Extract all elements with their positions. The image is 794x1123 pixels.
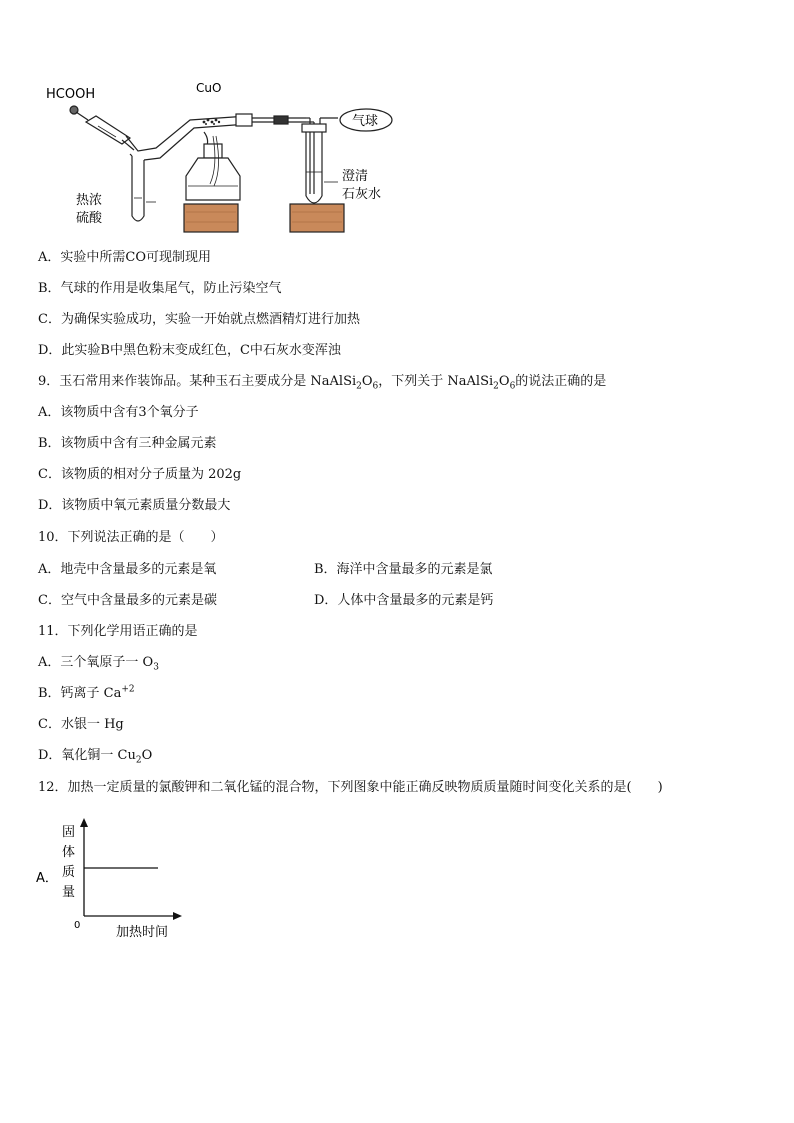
q8-option-d: D．此实验B中黑色粉末变成红色，C中石灰水变浑浊 bbox=[38, 343, 341, 358]
q9-option-c: C．该物质的相对分子质量为 202g bbox=[38, 467, 242, 482]
wooden-block-left bbox=[184, 204, 238, 232]
q12-x-label: 加热时间 bbox=[116, 925, 169, 940]
q12-y-label-1: 固 bbox=[62, 825, 76, 840]
label-balloon: 气球 bbox=[352, 114, 379, 129]
q11-option-b-text: B．钙离子 Ca bbox=[38, 686, 122, 701]
q10-option-c: C．空气中含量最多的元素是碳 bbox=[38, 593, 217, 608]
label-acid-line2: 硫酸 bbox=[76, 211, 103, 226]
q9-option-a: A．该物质中含有3个氧分子 bbox=[38, 405, 199, 420]
wooden-block-right bbox=[290, 204, 344, 232]
q9-sub-4: 6 bbox=[509, 381, 516, 392]
q9-stem-part2: ，下列关于 NaAlSi bbox=[378, 374, 494, 389]
q11-option-d-text: D．氧化铜一 Cu bbox=[38, 748, 136, 763]
alcohol-lamp bbox=[186, 132, 240, 200]
label-cuo: CuO bbox=[196, 81, 222, 95]
q10-stem: 10．下列说法正确的是（ ） bbox=[38, 530, 224, 545]
dropping-funnel bbox=[70, 106, 134, 150]
q8-option-b: B．气球的作用是收集尾气，防止污染空气 bbox=[38, 281, 282, 296]
cuo-powder bbox=[203, 119, 221, 125]
q12-origin-label: 0 bbox=[74, 920, 81, 931]
apparatus-diagram bbox=[38, 76, 398, 238]
q9-stem-part1: 9．玉石常用来作装饰品。某种玉石主要成分是 NaAlSi bbox=[38, 374, 357, 389]
q10-option-a: A．地壳中含量最多的元素是氧 bbox=[38, 562, 217, 577]
q10-option-d: D．人体中含量最多的元素是钙 bbox=[314, 593, 494, 608]
q12-x-axis-arrow bbox=[173, 912, 182, 920]
q11-option-b bbox=[38, 686, 135, 702]
q12-graph-a bbox=[32, 812, 192, 942]
q12-graph-a-option-label: A． bbox=[36, 871, 58, 886]
q12-y-label-2: 体 bbox=[62, 845, 76, 860]
q11-option-a-text: A．三个氧原子一 O bbox=[38, 655, 154, 670]
q11-option-d-tail: O bbox=[141, 748, 153, 763]
q12-stem: 12．加热一定质量的氯酸钾和二氧化锰的混合物，下列图象中能正确反映物质质量随时间变化关系的是( ) bbox=[38, 780, 663, 795]
q8-option-a: A．实验中所需CO可现制现用 bbox=[38, 250, 211, 265]
q9-o-1: O bbox=[361, 374, 373, 389]
label-limewater-line1: 澄清 bbox=[342, 169, 369, 184]
q11-option-a bbox=[38, 655, 159, 671]
label-limewater-line2: 石灰水 bbox=[342, 187, 382, 202]
test-tube bbox=[302, 118, 338, 203]
q11-option-c: C．水银一 Hg bbox=[38, 717, 124, 732]
q9-sub-3: 2 bbox=[493, 381, 499, 392]
q11-option-d-sub: 2 bbox=[135, 755, 142, 766]
q12-y-label-3: 质 bbox=[62, 865, 76, 880]
q9-stem bbox=[38, 374, 606, 390]
q12-y-axis-arrow bbox=[80, 818, 88, 827]
q10-option-b: B．海洋中含量最多的元素是氯 bbox=[314, 562, 493, 577]
q9-option-d: D．该物质中氧元素质量分数最大 bbox=[38, 498, 231, 513]
q11-option-a-sub: 3 bbox=[153, 662, 159, 673]
balloon bbox=[340, 109, 392, 131]
q11-stem: 11．下列化学用语正确的是 bbox=[38, 624, 198, 639]
q9-o-2: O bbox=[498, 374, 510, 389]
q9-stem-part3: 的说法正确的是 bbox=[515, 374, 607, 389]
q11-option-b-sup: +2 bbox=[121, 684, 135, 695]
label-hcooh: HCOOH bbox=[46, 87, 96, 102]
q9-sub-1: 2 bbox=[356, 381, 362, 392]
q9-sub-2: 6 bbox=[372, 381, 379, 392]
q8-option-c: C．为确保实验成功，实验一开始就点燃酒精灯进行加热 bbox=[38, 312, 360, 327]
q11-option-d bbox=[38, 748, 152, 764]
q12-y-label-4: 量 bbox=[62, 885, 76, 900]
label-acid-line1: 热浓 bbox=[76, 193, 103, 208]
q9-option-b: B．该物质中含有三种金属元素 bbox=[38, 436, 217, 451]
